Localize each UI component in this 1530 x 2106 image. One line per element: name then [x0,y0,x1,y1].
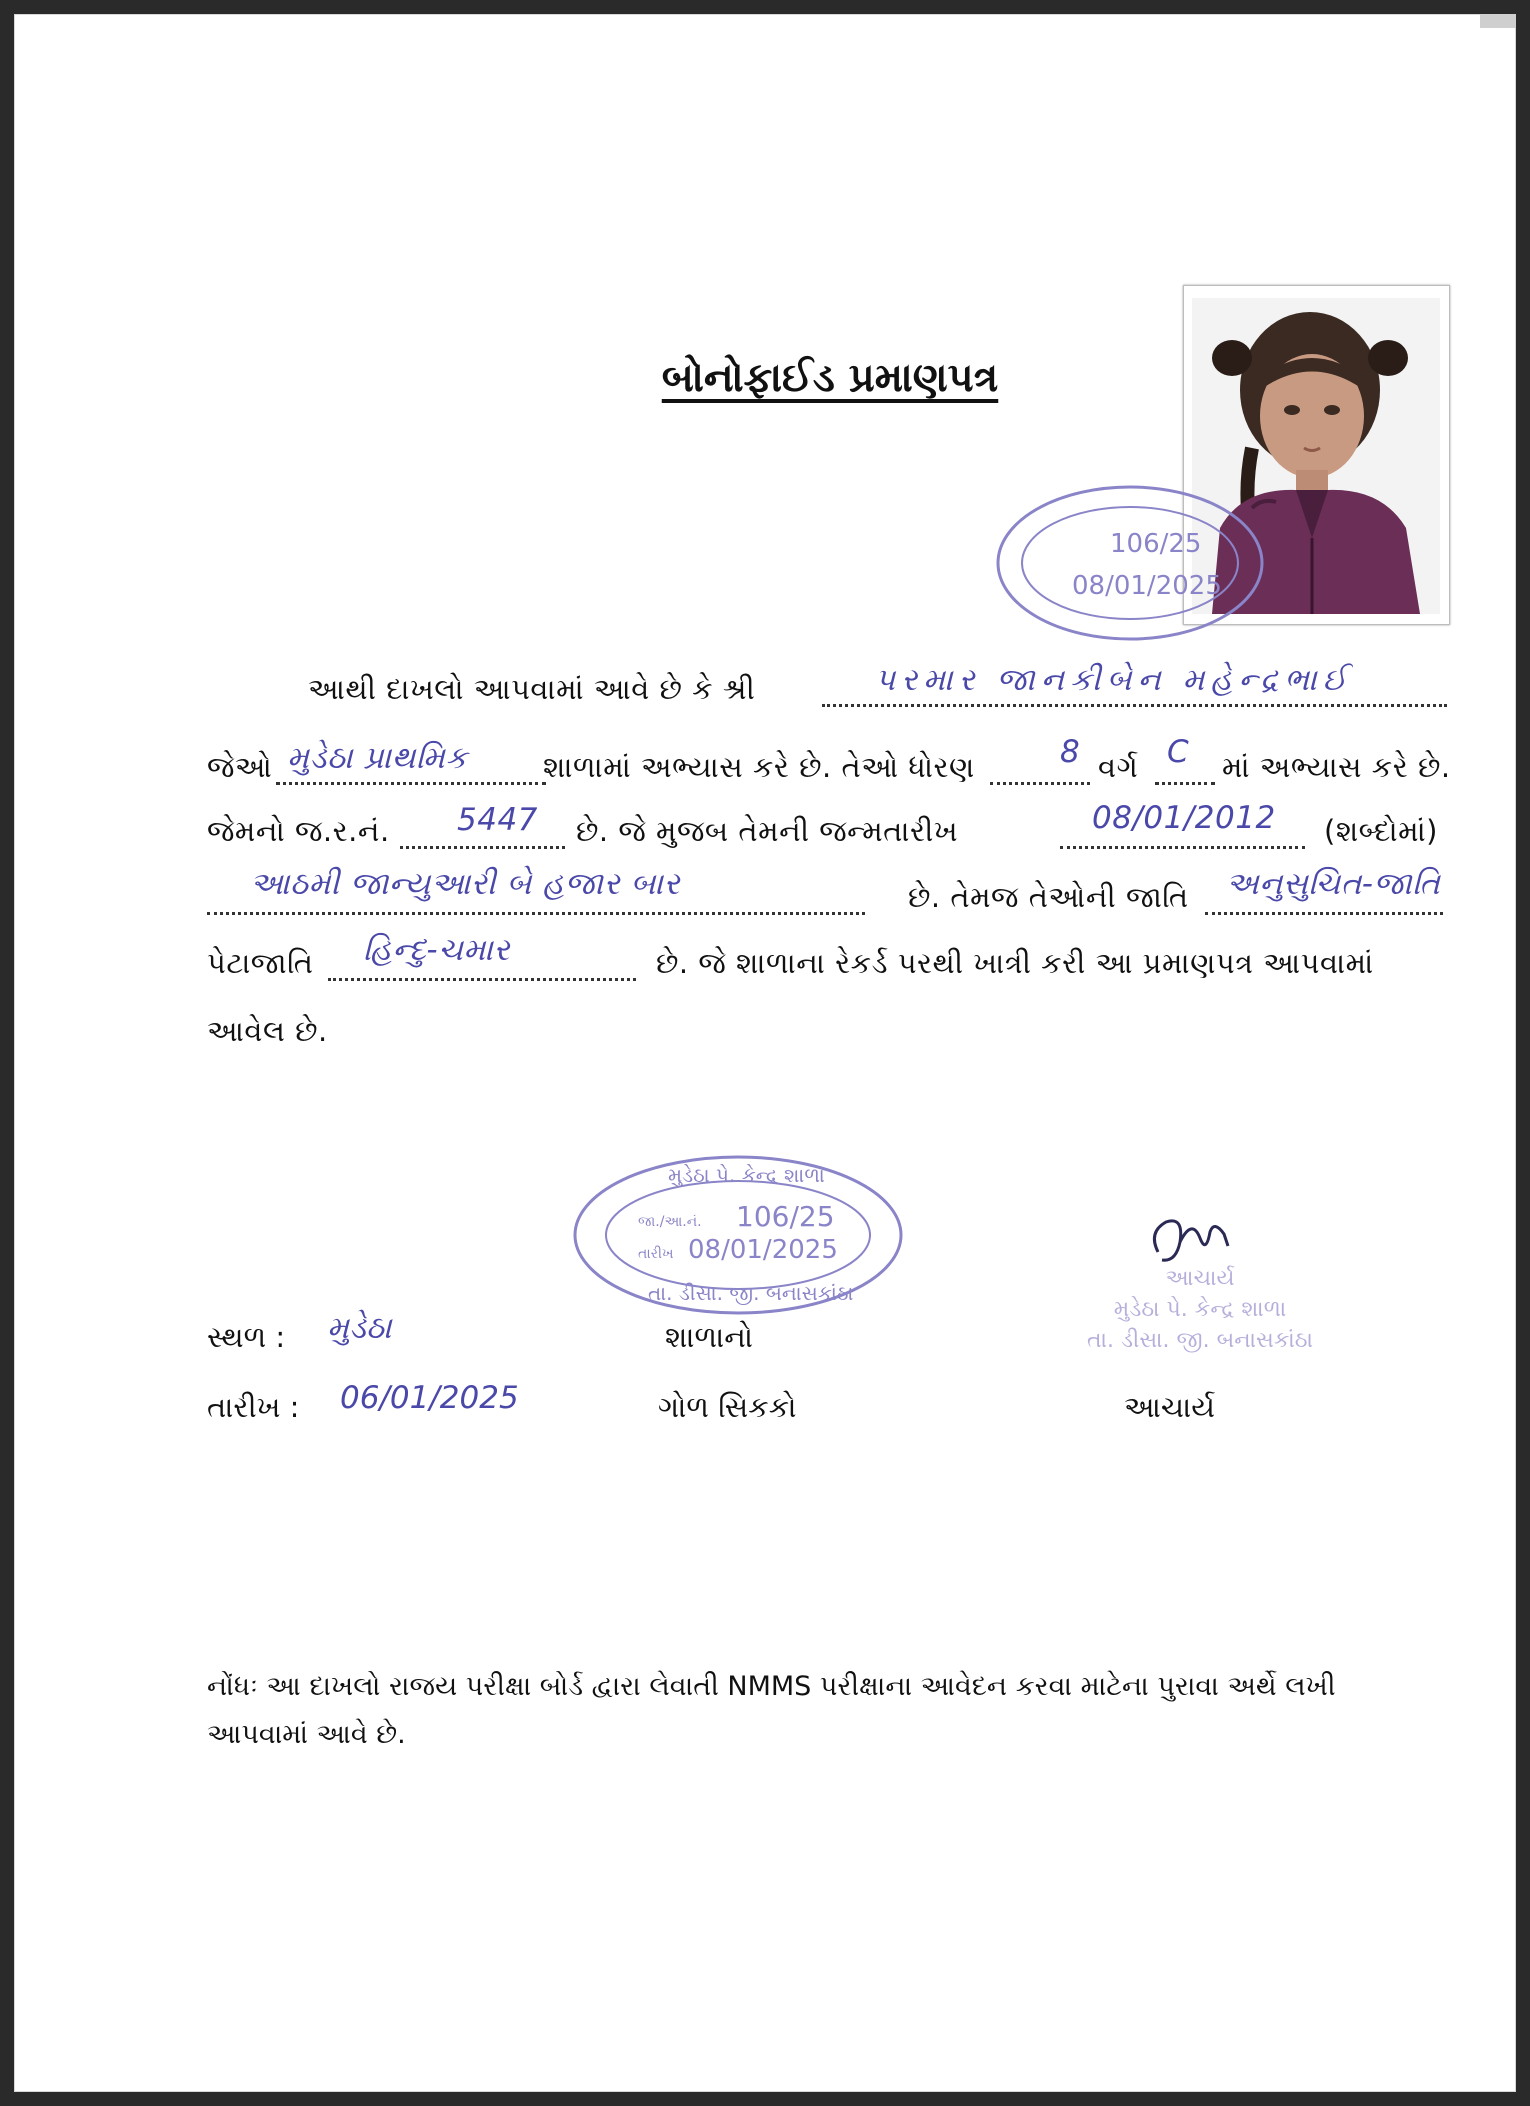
line6-text: આવેલ છે. [207,1014,328,1048]
division-dotted-line [1155,778,1215,785]
date-label: તારીખ : [207,1390,300,1424]
line2-text-d: માં અભ્યાસ કરે છે. [1222,750,1451,784]
birthdate-dotted-line [1060,842,1305,849]
line4-text-a: છે. તેમજ તેઓની જાતિ [908,880,1189,914]
line3-text-c: (શબ્દોમાં) [1324,814,1438,848]
line2-text-c: વર્ગ [1098,750,1139,784]
line3-text-a: જેમનો જ.ર.નં. [207,814,390,848]
seal-label-2: ગોળ સિકકો [658,1390,797,1424]
seal-label-1: શાળાનો [665,1320,754,1354]
principal-stamp-line3: તા. ડીસા. જી. બનાસકાંઠા [1087,1328,1313,1353]
scan-edge [1480,14,1516,28]
date-value: 06/01/2025 [340,1380,519,1416]
place-value: મુડેઠા [327,1310,392,1346]
photo-seal-stamp [990,478,1270,648]
sub-caste-value: હિન્દુ-ચમાર [363,932,510,968]
principal-stamp [1050,1263,1350,1356]
school-seal-stamp [568,1150,908,1320]
school-name: મુડેઠા પ્રાથમિક [287,740,468,776]
photo-seal-number: 106/25 [1110,529,1202,559]
school-seal-field2-label: તારીખ [638,1246,674,1262]
line5-text-b: છે. જે શાળાના રેકર્ડ પરથી ખાત્રી કરી આ પ્રમાણપત્ર આપવામાં [656,946,1374,980]
caste-dotted-line [1205,908,1443,915]
line3-text-b: છે. જે મુજબ તેમની જન્મતારીખ [576,814,959,848]
division-value: C [1167,734,1190,770]
birthdate-words-dotted-line [207,908,865,915]
school-seal-bottom-text: તા. ડીસા. જી. બનાસકાંઠા [648,1281,854,1305]
birth-date: 08/01/2012 [1092,800,1276,836]
school-seal-field2-value: 08/01/2025 [688,1235,838,1265]
line5-text-a: પેટાજાતિ [207,946,314,980]
standard-dotted-line [990,778,1090,785]
principal-label: આચાર્ય [1124,1390,1215,1424]
school-seal-field1-value: 106/25 [736,1200,835,1233]
school-dotted-line [276,778,546,785]
name-dotted-line [822,700,1447,707]
certificate-title: બોનોફાઈડ પ્રમાણપત્ર [661,355,999,401]
student-name: પરમાર જાનકીબેન મહેન્દ્રભાઈ [875,662,1353,698]
subcaste-dotted-line [328,974,636,981]
place-label: સ્થળ : [207,1320,286,1354]
caste-value: અનુસુચિત-જાતિ [1226,866,1441,902]
line2-text-b: શાળામાં અભ્યાસ કરે છે. તેઓ ધોરણ [543,750,975,784]
gr-dotted-line [400,842,565,849]
principal-stamp-line1: આચાર્ય [1165,1266,1235,1291]
intro-text: આથી દાખલો આપવામાં આવે છે કે શ્રી [308,672,756,706]
photo-seal-date: 08/01/2025 [1072,571,1222,601]
principal-stamp-line2: મુડેઠા પે. કેન્દ્ર શાળા [1113,1297,1287,1322]
line2-text-a: જેઓ [207,750,273,784]
footer-note: નોંધઃ આ દાખલો રાજય પરીક્ષા બોર્ડ દ્વારા લેવાતી NMMS પરીક્ષાના આવેદન કરવા માટેના પુરાવા અર્થે લખી આપવામાં આવે છે. [207,1671,1336,1750]
standard-value: 8 [1060,734,1081,770]
birth-date-words: આઠમી જાન્યુઆરી બે હજાર બાર [250,866,680,902]
gr-number: 5447 [457,802,538,838]
school-seal-field1-label: જા./આ.નં. [638,1214,702,1230]
school-seal-top-text: મુડેઠા પે. કેન્દ્ર શાળા [668,1163,825,1187]
